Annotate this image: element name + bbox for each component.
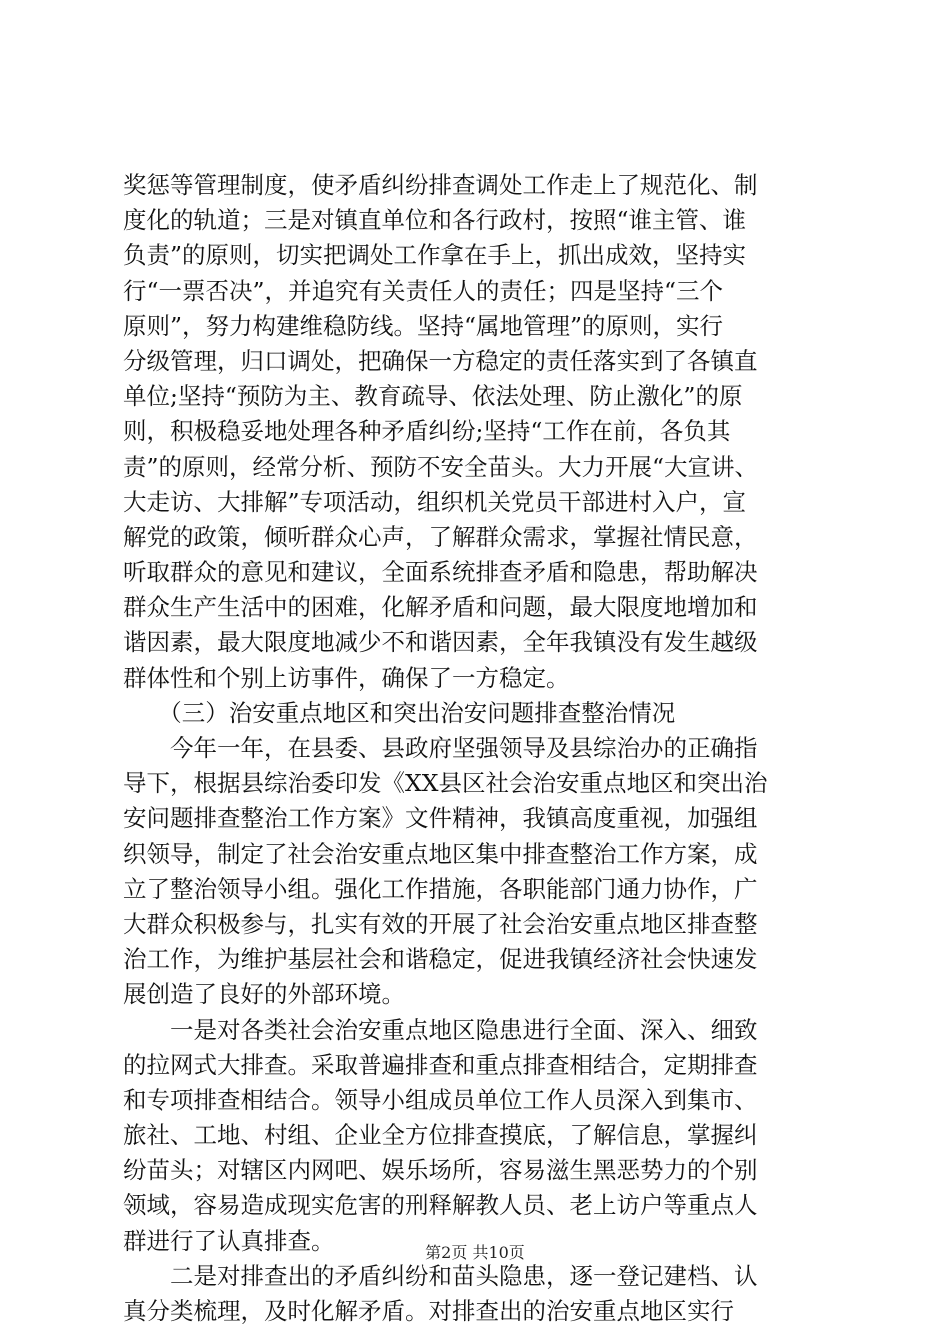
text-line: 和专项排查相结合。领导小组成员单位工作人员深入到集市、 — [123, 1085, 758, 1114]
text-line: 导下，根据县综治委印发《XX县区社会治安重点地区和突出治 — [123, 769, 768, 798]
text-line: 真分类梳理，及时化解矛盾。对排查出的治安重点地区实行 — [123, 1297, 734, 1325]
text-line: 度化的轨道；三是对镇直单位和各行政村，按照“谁主管、谁 — [123, 206, 747, 235]
text-line: 负责”的原则，切实把调处工作拿在手上，抓出成效，坚持实 — [123, 241, 747, 270]
body-text — [123, 168, 829, 1329]
text-line: 的拉网式大排查。采取普遍排查和重点排查相结合，定期排查 — [123, 1050, 758, 1079]
text-line: 听取群众的意见和建议，全面系统排查矛盾和隐患，帮助解决 — [123, 558, 758, 587]
text-line: 大群众积极参与，扎实有效的开展了社会治安重点地区排查整 — [123, 909, 758, 938]
text-line: 分级管理，归口调处，把确保一方稳定的责任落实到了各镇直 — [123, 346, 758, 375]
text-line: 立了整治领导小组。强化工作措施，各职能部门通力协作，广 — [123, 874, 758, 903]
text-line: 奖惩等管理制度，使矛盾纠纷排查调处工作走上了规范化、制 — [123, 171, 758, 199]
text-line: 群众生产生活中的困难，化解矛盾和问题，最大限度地增加和 — [123, 593, 758, 622]
page-number-footer: 第2页 共10页 — [425, 1243, 525, 1262]
text-line: 责”的原则，经常分析、预防不安全苗头。大力开展“大宣讲、 — [123, 452, 759, 481]
text-line: 今年一年，在县委、县政府坚强领导及县综治办的正确指 — [123, 734, 758, 762]
text-line: 安问题排查整治工作方案》文件精神，我镇高度重视，加强组 — [123, 804, 758, 833]
text-line: 行“一票否决”，并追究有关责任人的责任；四是坚持“三个 — [123, 276, 724, 305]
section-heading: （三）治安重点地区和突出治安问题排查整治情况 — [123, 698, 676, 727]
text-line: 织领导，制定了社会治安重点地区集中排查整治工作方案，成 — [123, 839, 758, 868]
text-line: 原则”，努力构建维稳防线。坚持“属地管理”的原则，实行 — [123, 311, 724, 340]
text-line: 旅社、工地、村组、企业全方位排查摸底，了解信息，掌握纠 — [123, 1121, 758, 1150]
text-line: 解党的政策，倾听群众心声，了解群众需求，掌握社情民意， — [123, 522, 758, 551]
text-line: 大走访、大排解”专项活动，组织机关党员干部进村入户，宣 — [123, 487, 747, 516]
text-line: 单位;坚持“预防为主、教育疏导、依法处理、防止激化”的原 — [123, 382, 743, 411]
text-line: 治工作，为维护基层社会和谐稳定，促进我镇经济社会快速发 — [123, 945, 758, 974]
text-line: 群体性和个别上访事件，确保了一方稳定。 — [123, 663, 570, 692]
text-line: 展创造了良好的外部环境。 — [123, 980, 405, 1009]
text-line: 纷苗头；对辖区内网吧、娱乐场所，容易滋生黑恶势力的个别 — [123, 1156, 758, 1185]
text-line: 则，积极稳妥地处理各种矛盾纠纷;坚持“工作在前，各负其 — [123, 417, 731, 446]
text-line: 谐因素，最大限度地减少不和谐因素，全年我镇没有发生越级 — [123, 628, 758, 657]
text-line: 一是对各类社会治安重点地区隐患进行全面、深入、细致 — [123, 1015, 758, 1044]
text-line: 群进行了认真排查。 — [123, 1226, 335, 1255]
text-line: 二是对排查出的矛盾纠纷和苗头隐患，逐一登记建档、认 — [123, 1261, 758, 1290]
text-line: 领域，容易造成现实危害的刑释解教人员、老上访户等重点人 — [123, 1191, 758, 1220]
